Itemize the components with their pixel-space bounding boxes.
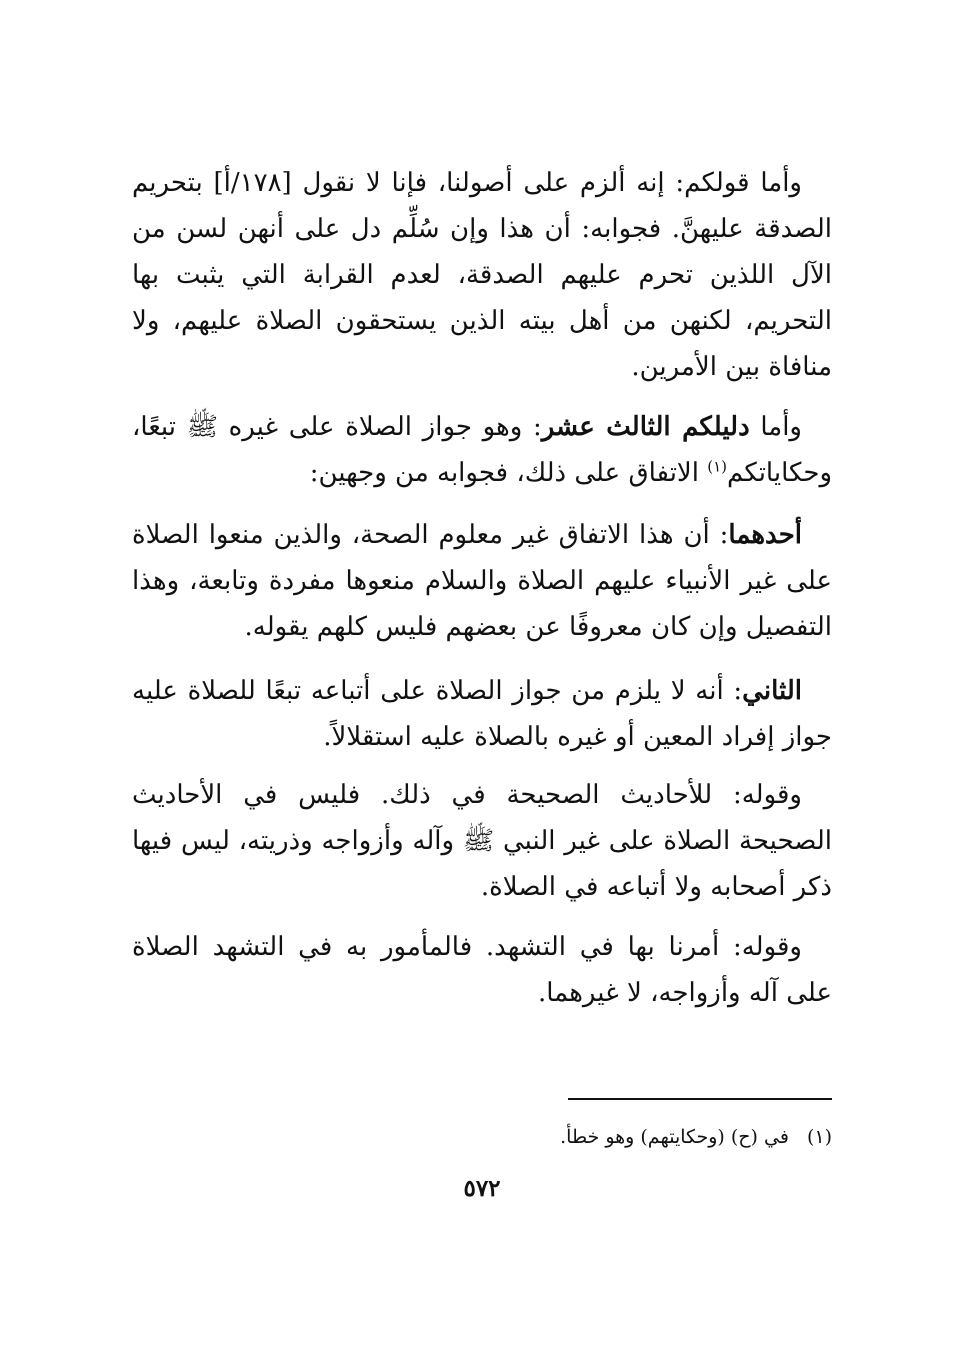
footnote <box>132 1122 832 1152</box>
paragraph-3-heading: أحدهما <box>728 520 802 550</box>
footnote-number: (١) <box>806 1126 832 1148</box>
paragraph-2-middle: : وهو جواز الصلاة على غيره ﷺ تبعًا، وحكاياتكم <box>132 412 832 488</box>
page-number: ٥٧٢ <box>463 1175 501 1202</box>
paragraph-2-end: الاتفاق على ذلك، فجوابه من وجهين: <box>309 458 708 488</box>
paragraph-5-text: وقوله: للأحاديث الصحيحة في ذلك. فليس في الأحاديث الصحيحة الصلاة على غير النبي ﷺ وآله وأزواجه وذريته، ليس فيها ذكر أصحابه ولا أتباعه في الصلاة. <box>132 780 832 902</box>
footnote-text: في (ح) (وحكايتهم) وهو خطأ. <box>560 1126 789 1148</box>
footnote-reference: (١) <box>707 457 728 476</box>
paragraph-2-start: وأما <box>749 412 802 442</box>
paragraph-4 <box>132 668 832 760</box>
footnote-divider <box>568 1098 832 1100</box>
paragraph-3-text: : أن هذا الاتفاق غير معلوم الصحة، والذين منعوا الصلاة على غير الأنبياء عليهم الصلاة والسلام منعوها مفردة وتابعة، وهذا التفصيل وإن كان معروفًا عن بعضهم فليس كلهم يقوله. <box>132 520 832 642</box>
paragraph-5 <box>132 772 832 910</box>
paragraph-2 <box>132 404 832 496</box>
paragraph-4-heading: الثاني <box>742 676 802 706</box>
paragraph-2-heading: دليلكم الثالث عشر <box>541 412 750 442</box>
paragraph-3 <box>132 512 832 650</box>
paragraph-6-text: وقوله: أمرنا بها في التشهد. فالمأمور به في التشهد الصلاة على آله وأزواجه، لا غيرهما. <box>132 932 832 1008</box>
paragraph-1 <box>132 160 832 390</box>
paragraph-1-text: وأما قولكم: إنه ألزم على أصولنا، فإنا لا نقول [١٧٨/أ] بتحريم الصدقة عليهنَّ. فجوابه: أن هذا وإن سُلِّم دل على أنهن لسن من الآل اللذين تحرم عليهم الصدقة، لعدم القرابة التي يثبت بها التحريم، لكنهن من أهل بيته الذين يستحقون الصلاة عليهم، ولا منافاة بين الأمرين. <box>132 168 832 382</box>
paragraph-6 <box>132 924 832 1016</box>
paragraph-4-text: : أنه لا يلزم من جواز الصلاة على أتباعه تبعًا للصلاة عليه جواز إفراد المعين أو غيره بالصلاة عليه استقلالاً. <box>132 676 832 752</box>
